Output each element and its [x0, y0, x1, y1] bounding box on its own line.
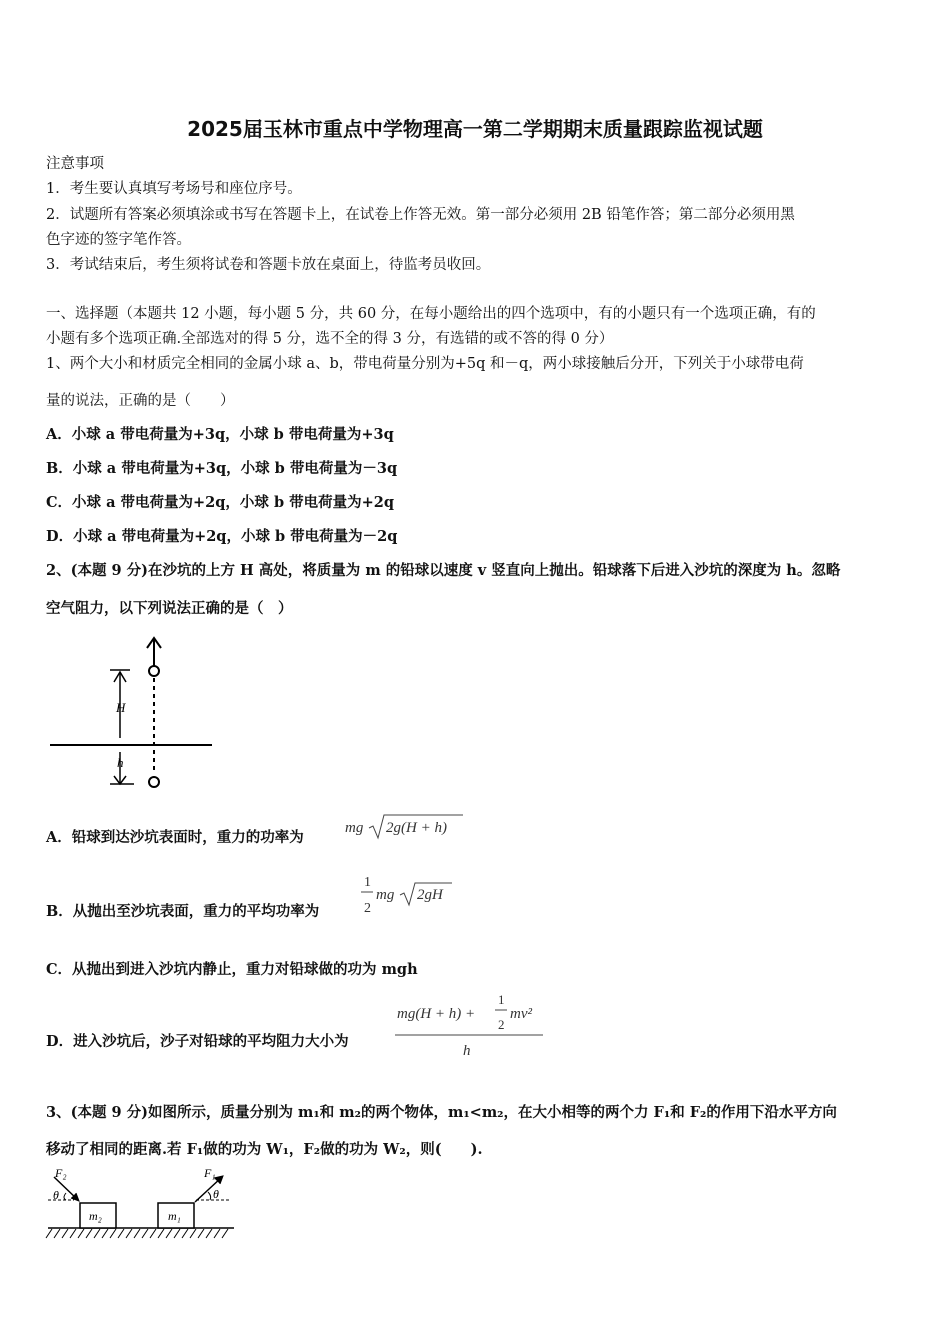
- formula-d-numerator: mg(H + h) +: [397, 1006, 476, 1022]
- question-1-option-a: A．小球 a 带电荷量为+3q，小球 b 带电荷量为+3q: [46, 426, 394, 443]
- question-3-stem: 移动了相同的距离.若 F₁做的功为 W₁，F₂做的功为 W₂，则( ).: [46, 1141, 483, 1158]
- formula-d: [393, 990, 545, 1060]
- label-f1: F₁: [204, 1166, 216, 1180]
- half-denominator: 2: [498, 1017, 505, 1032]
- angle-arc: [64, 1193, 66, 1200]
- formula-b-radicand: 2gH: [417, 887, 443, 903]
- floor-hatching: [46, 1229, 228, 1238]
- notice-item: 3．考试结束后，考生须将试卷和答题卡放在桌面上，待监考员收回。: [46, 257, 491, 273]
- question-1-option-c: C．小球 a 带电荷量为+2q，小球 b 带电荷量为+2q: [46, 494, 395, 511]
- half-numerator: 1: [498, 992, 505, 1007]
- question-1-option-d: D．小球 a 带电荷量为+2q，小球 b 带电荷量为－2q: [46, 528, 398, 545]
- label-m2: m₂: [89, 1209, 102, 1223]
- label-m1: m₁: [168, 1209, 181, 1223]
- question-3-stem: 3、(本题 9 分)如图所示，质量分别为 m₁和 m₂的两个物体，m₁<m₂，在大小相等的两个力 F₁和 F₂的作用下沿水平方向: [46, 1104, 837, 1121]
- page-title: 2025届玉林市重点中学物理高一第二学期期末质量跟踪监视试题: [187, 117, 763, 141]
- formula-d-denominator: h: [463, 1043, 471, 1059]
- section-instructions: 一、选择题（本题共 12 小题，每小题 5 分，共 60 分，在每小题给出的四个选项中，有的小题只有一个选项正确，有的: [46, 306, 816, 322]
- label-H: H: [116, 700, 126, 715]
- ball-bottom: [149, 777, 159, 787]
- label-theta-left: θ: [53, 1188, 59, 1202]
- fraction-numerator: 1: [364, 875, 371, 890]
- question-1-stem: 量的说法，正确的是（ ）: [46, 393, 235, 409]
- formula-b-prefix: mg: [376, 887, 395, 903]
- question-2-stem: 空气阻力，以下列说法正确的是（ ）: [46, 600, 293, 617]
- question-2-option-d: D．进入沙坑后，沙子对铅球的平均阻力大小为: [46, 1033, 349, 1050]
- angle-arc: [208, 1192, 211, 1200]
- question-2-stem: 2、(本题 9 分)在沙坑的上方 H 高处，将质量为 m 的铅球以速度 v 竖直向上抛出。铅球落下后进入沙坑的深度为 h。忽略: [46, 562, 841, 579]
- question-2-option-a: A．铅球到达沙坑表面时，重力的功率为: [46, 829, 304, 846]
- formula-d-kinetic: mv²: [510, 1006, 532, 1022]
- label-h: h: [117, 755, 124, 770]
- label-f2: F₂: [55, 1166, 67, 1180]
- formula-a-prefix: mg: [345, 820, 364, 836]
- question-1-option-b: B．小球 a 带电荷量为+3q，小球 b 带电荷量为－3q: [46, 460, 398, 477]
- label-theta-right: θ: [213, 1187, 219, 1201]
- notice-heading: 注意事项: [46, 156, 104, 172]
- force-figure: [44, 1162, 240, 1244]
- question-2-option-b: B．从抛出至沙坑表面，重力的平均功率为: [46, 903, 320, 920]
- ball-top: [149, 666, 159, 676]
- formula-a-radicand: 2g(H + h): [386, 820, 447, 836]
- notice-item: 色字迹的签字笔作答。: [46, 232, 191, 248]
- sandpit-figure: [44, 634, 220, 796]
- formula-a: [343, 812, 468, 842]
- question-2-option-c: C．从抛出到进入沙坑内静止，重力对铅球做的功为 mgh: [46, 961, 418, 978]
- formula-b: [358, 872, 458, 920]
- question-1-stem: 1、两个大小和材质完全相同的金属小球 a、b，带电荷量分别为+5q 和－q，两小球接触后分开，下列关于小球带电荷: [46, 356, 804, 372]
- fraction-denominator: 2: [364, 901, 371, 916]
- section-instructions: 小题有多个选项正确.全部选对的得 5 分，选不全的得 3 分，有选错的或不答的得 0 分）: [46, 331, 614, 347]
- notice-item: 2．试题所有答案必须填涂或书写在答题卡上，在试卷上作答无效。第一部分必须用 2B 铅笔作答；第二部分必须用黑: [46, 207, 795, 223]
- notice-item: 1．考生要认真填写考场号和座位序号。: [46, 181, 302, 197]
